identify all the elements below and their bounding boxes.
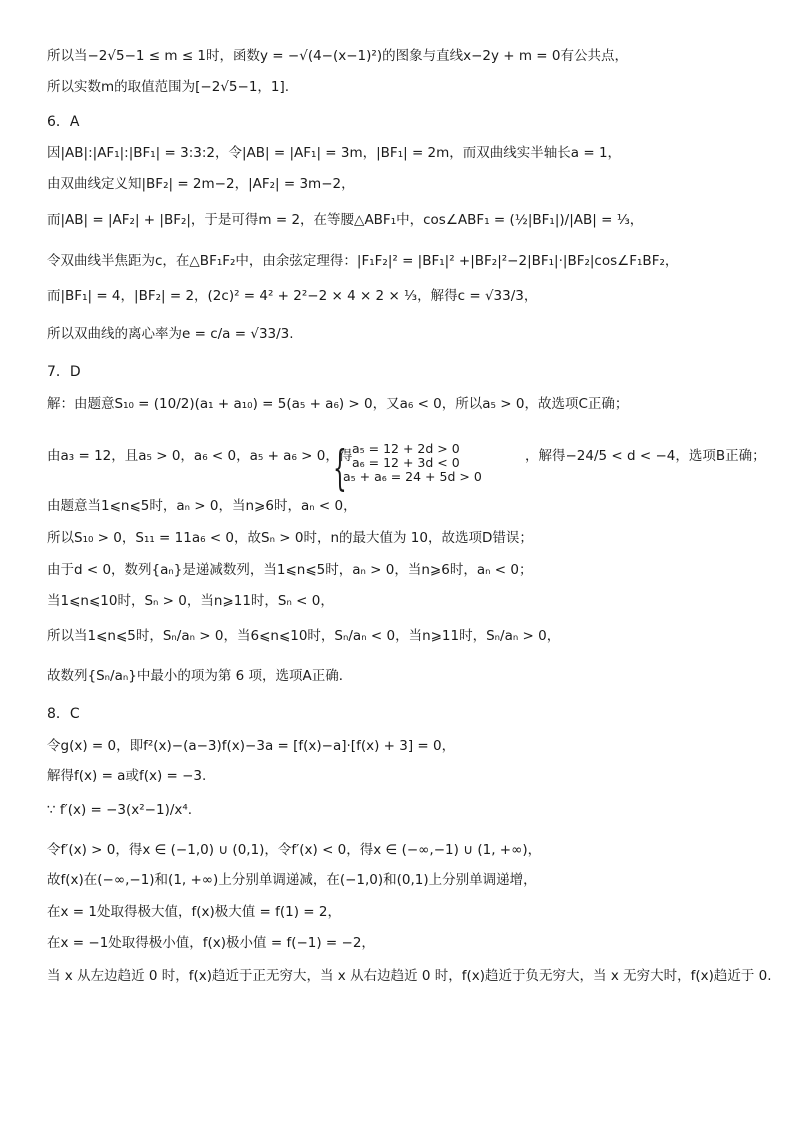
text-line: 而|AB| = |AF₂| + |BF₂|，于是可得m = 2，在等腰△ABF₁中，cos∠ABF₁ = (½|BF₁|)/|AB| = ⅓， <box>47 212 644 228</box>
text-line: 当1⩽n⩽10时，Sₙ > 0，当n⩾11时，Sₙ < 0， <box>47 593 334 609</box>
system-result: ，解得−24/5 < d < −4，选项B正确； <box>525 448 766 464</box>
text-line: 而|BF₁| = 4，|BF₂| = 2，(2c)² = 4² + 2²−2 × 4 × 2 × ⅓，解得c = √33/3， <box>47 288 538 304</box>
text-line: 在x = −1处取得极小值，f(x)极小值 = f(−1) = −2， <box>47 935 375 951</box>
text-line: 由于d < 0，数列{aₙ}是递减数列，当1⩽n⩽5时，aₙ > 0，当n⩾6时，aₙ < 0； <box>47 562 533 578</box>
text-paragraph: 当 x 从左边趋近 0 时，f(x)趋近于正无穷大，当 x 从右边趋近 0 时，f(x)趋近于负无穷大，当 x 无穷大时，f(x)趋近于 0. <box>47 968 772 984</box>
text-line: 因|AB|:|AF₁|:|BF₁| = 3:3:2，令|AB| = |AF₁| = 3m，|BF₁| = 2m，而双曲线实半轴长a = 1， <box>47 145 622 161</box>
left-brace-icon: { <box>333 440 347 496</box>
text-line: 由题意当1⩽n⩽5时，aₙ > 0，当n⩾6时，aₙ < 0， <box>47 498 357 514</box>
text-line: 所以当1⩽n⩽5时，Sₙ/aₙ > 0，当6⩽n⩽10时，Sₙ/aₙ < 0，当n⩾11时，Sₙ/aₙ > 0， <box>47 628 561 644</box>
text-line: 令双曲线半焦距为c，在△BF₁F₂中，由余弦定理得：|F₁F₂|² = |BF₁|² +|BF₂|²−2|BF₁|·|BF₂|cos∠F₁BF₂， <box>47 253 679 269</box>
text-line: 所以实数m的取值范围为[−2√5−1，1]. <box>47 79 290 95</box>
text-line: 令f′(x) > 0，得x ∈ (−1,0) ∪ (0,1)，令f′(x) < 0，得x ∈ (−∞,−1) ∪ (1, +∞)， <box>47 842 542 858</box>
text-line: 故数列{Sₙ/aₙ}中最小的项为第 6 项，选项A正确． <box>47 668 353 684</box>
text-line: 故f(x)在(−∞,−1)和(1, +∞)上分别单调递减，在(−1,0)和(0,1)上分别单调递增， <box>47 872 537 888</box>
text-line: 在x = 1处取得极大值，f(x)极大值 = f(1) = 2， <box>47 904 342 920</box>
text-line: 解得f(x) = a或f(x) = −3. <box>47 768 207 784</box>
text-line: 解：由题意S₁₀ = (10/2)(a₁ + a₁₀) = 5(a₅ + a₆) > 0，又a₆ < 0，所以a₅ > 0，故选项C正确； <box>47 396 629 412</box>
equation-row: a₅ = 12 + 2d > 0 <box>352 441 460 456</box>
equation-row: a₆ = 12 + 3d < 0 <box>352 455 460 470</box>
text-line: 所以双曲线的离心率为e = c/a = √33/3. <box>47 326 294 342</box>
text-line: 所以S₁₀ > 0，S₁₁ = 11a₆ < 0，故Sₙ > 0时，n的最大值为 10，故选项D错误； <box>47 530 533 546</box>
text-line: 令g(x) = 0，即f²(x)−(a−3)f(x)−3a = [f(x)−a]·[f(x) + 3] = 0， <box>47 738 456 754</box>
equation-row: a₅ + a₆ = 24 + 5d > 0 <box>343 469 482 484</box>
equation-system-line <box>47 440 767 496</box>
question-header-6: 6．A <box>47 114 80 130</box>
equation-system <box>343 442 482 484</box>
system-lead: 由a₃ = 12，且a₅ > 0，a₆ < 0，a₅ + a₆ > 0，得 <box>47 448 353 464</box>
question-header-7: 7．D <box>47 364 81 380</box>
text-line: 所以当−2√5−1 ≤ m ≤ 1时，函数y = −√(4−(x−1)²)的图象与直线x−2y + m = 0有公共点， <box>47 48 628 64</box>
text-line: ∵ f′(x) = −3(x²−1)/x⁴. <box>47 802 193 818</box>
question-header-8: 8．C <box>47 706 80 722</box>
text-line: 由双曲线定义知|BF₂| = 2m−2，|AF₂| = 3m−2， <box>47 176 355 192</box>
